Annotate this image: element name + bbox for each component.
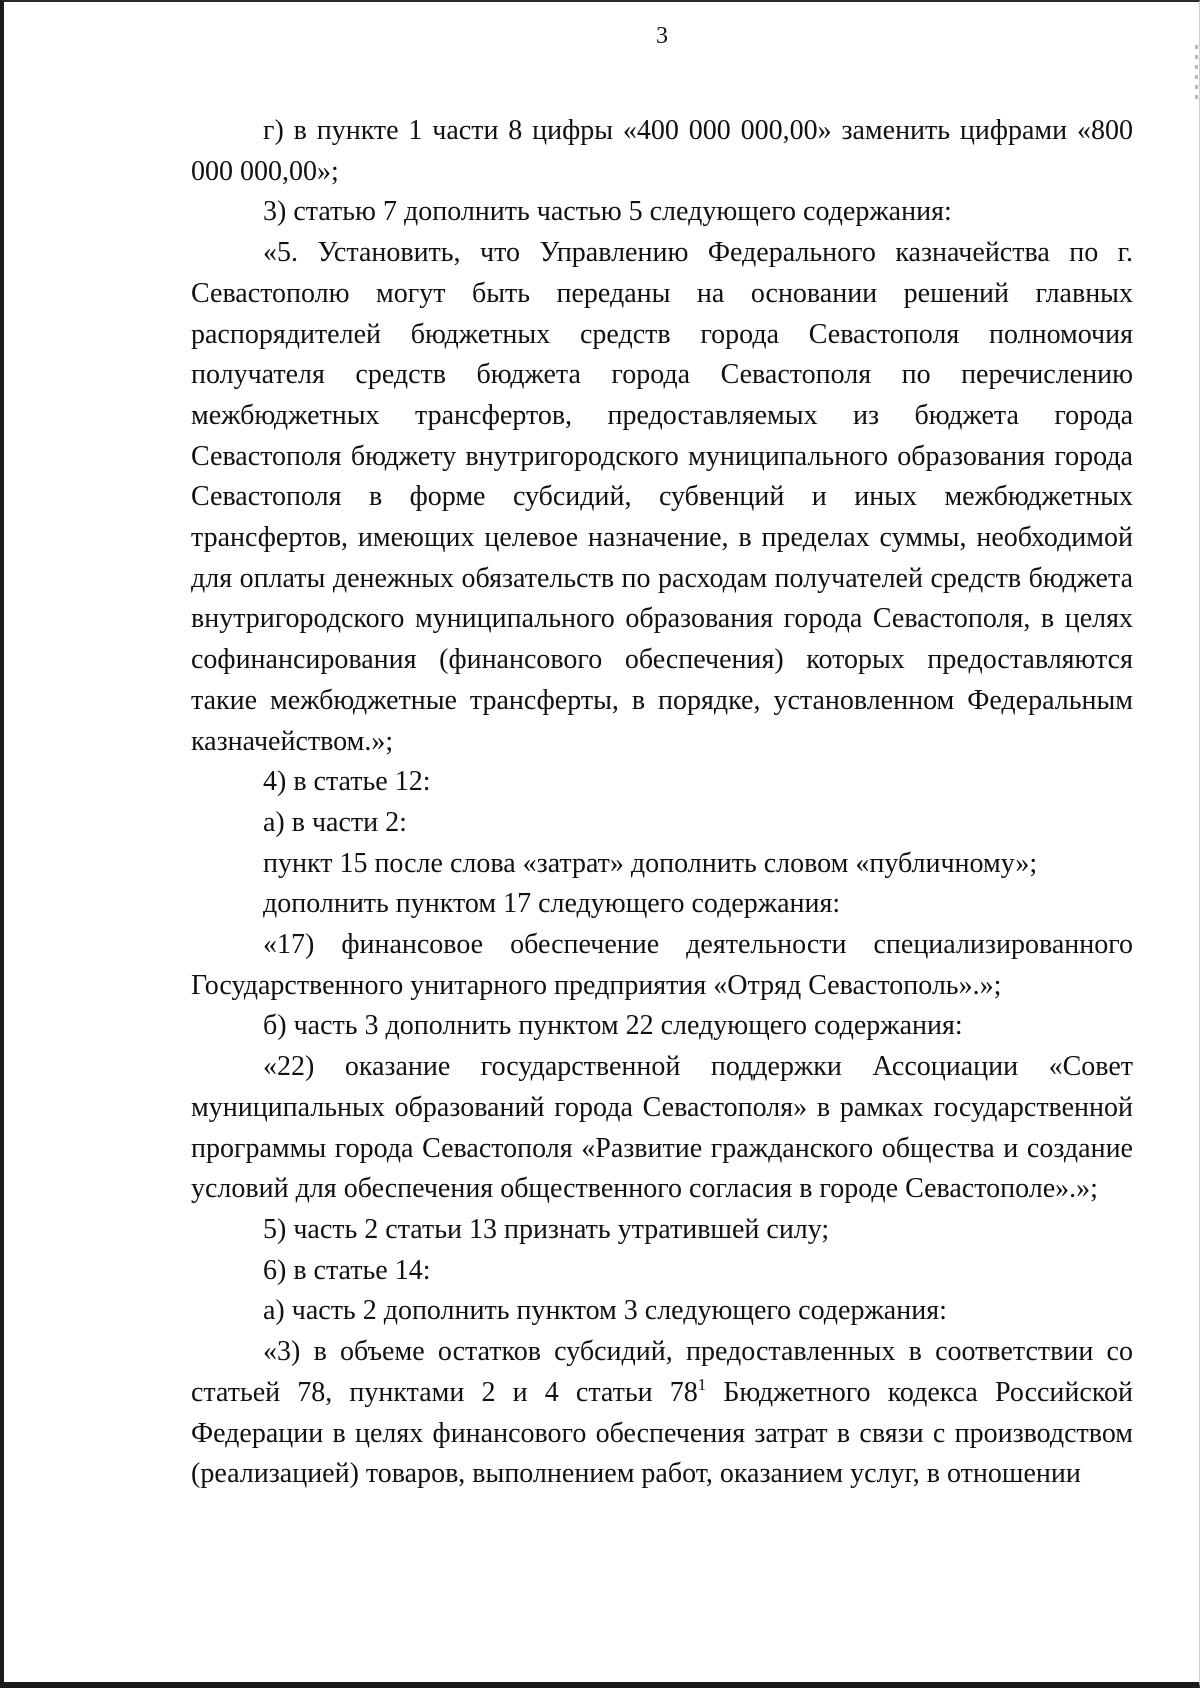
paragraph: г) в пункте 1 части 8 цифры «400 000 000,00» заменить цифрами «800 000 000,00»; [191,115,1133,187]
paragraph: «22) оказание государственной поддержки Ассоциации «Совет муниципальных образований города Севастополя» в рамках государственной программы города Севастополя «Развитие гражданского общества и создание условий для обеспечения общественного согласия в городе Севастополе».»; [191,1051,1133,1205]
paragraph-last [191,1332,1133,1495]
page-number: 3 [656,23,668,49]
paragraph: «17) финансовое обеспечение деятельности специализированного Государственного унитарного предприятия «Отряд Севастополь».»; [191,929,1133,1001]
paragraph: 6) в статье 14: [263,1254,431,1286]
paragraph: 4) в статье 12: [263,766,431,798]
document-body [191,111,1133,1495]
paragraph: 3) статью 7 дополнить частью 5 следующего содержания: [263,196,952,228]
paragraph: «5. Установить, что Управлению Федерального казначейства по г. Севастополю могут быть переданы на основании решений главных распорядителей бюджетных средств города Севастополя полномочия получателя средств бюджета города Севастополя по перечислению межбюджетных трансфертов, предоставляемых из бюджета города Севастополя бюджету внутригородского муниципального образования города Севастополя в форме субсидий, субвенций и иных межбюджетных трансфертов, имеющих целевое назначение, в пределах суммы, необходимой для оплаты денежных обязательств по расходам получателей средств бюджета внутригородского муниципального образования города Севастополя, в целях софинансирования (финансового обеспечения) которых предоставляются такие межбюджетные трансферты, в порядке, установленном Федеральным казначейством.»; [191,237,1133,757]
paragraph: б) часть 3 дополнить пунктом 22 следующего содержания: [263,1010,963,1042]
text-segment: «3) в объеме остатков субсидий, предоставленных в соответствии со статьей 78, пунктами 2 и 4 статьи 78 [191,1336,1133,1408]
scan-edge-marks [1195,45,1198,105]
paragraph: пункт 15 после слова «затрат» дополнить словом «публичному»; [263,847,1038,879]
paragraph: а) в части 2: [263,806,407,838]
paragraph: а) часть 2 дополнить пунктом 3 следующего содержания: [263,1295,947,1327]
paragraph: дополнить пунктом 17 следующего содержания: [263,888,841,920]
paragraph: 5) часть 2 статьи 13 признать утратившей силу; [263,1213,830,1245]
superscript: 1 [697,1374,707,1394]
text-segment: Бюджетного кодекса Российской Федерации в целях финансового обеспечения затрат в связи с производством (реализацией) товаров, выполнением работ, оказанием услуг, в отношении [191,1376,1133,1490]
